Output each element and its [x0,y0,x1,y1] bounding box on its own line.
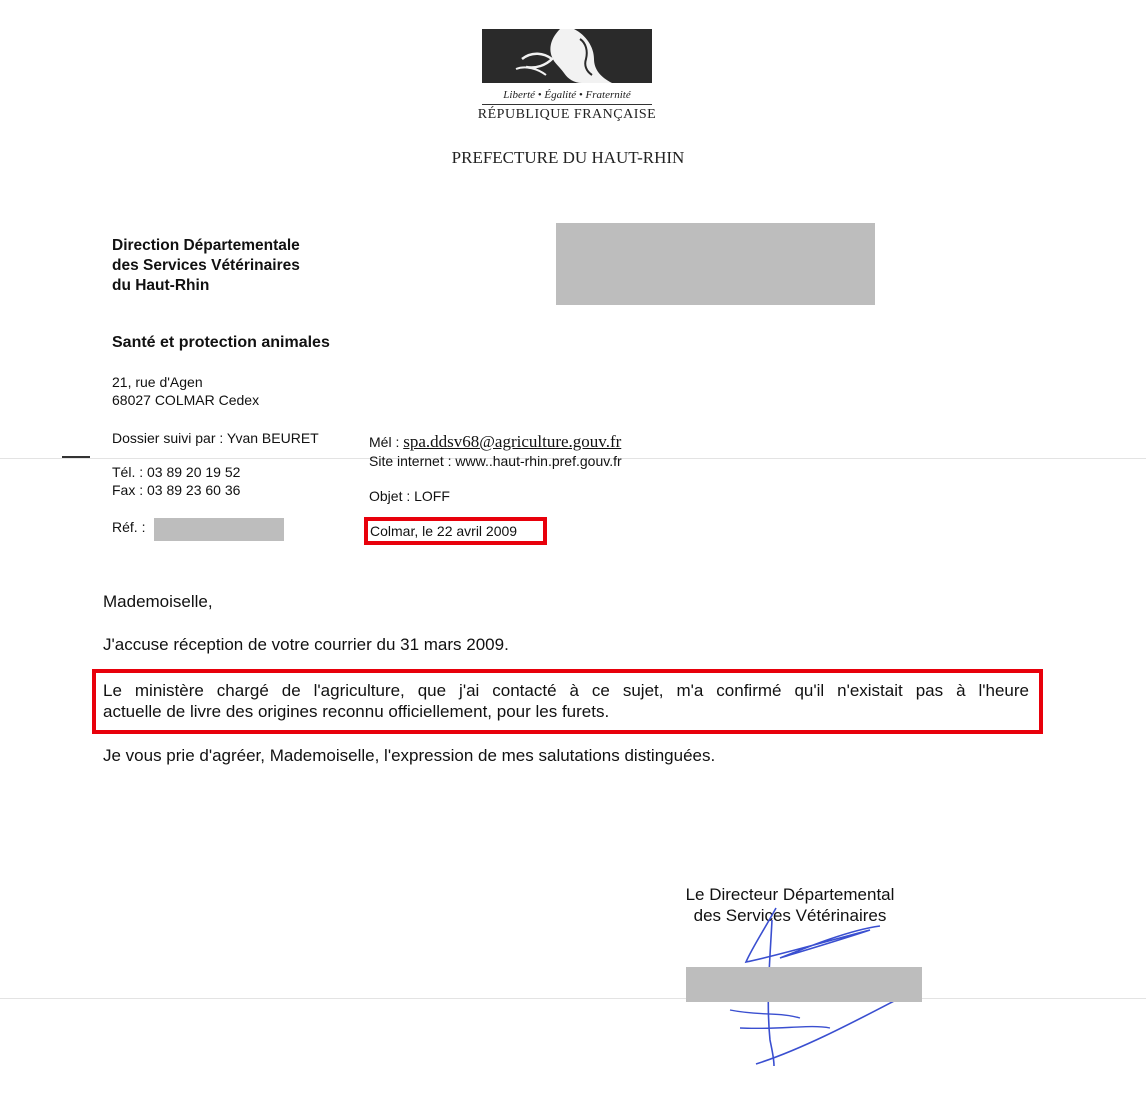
redacted-signatory-name [686,967,922,1002]
fax-number: Fax : 03 89 23 60 36 [112,482,241,498]
marianne-logo [482,29,652,83]
motto-underline [482,104,652,105]
sender-address [112,373,259,409]
address-line: 68027 COLMAR Cedex [112,392,260,408]
mel-label: Mél : [369,434,404,450]
paragraph-line: Le ministère chargé de l'agriculture, que j'ai contacté à ce sujet, m'a confirmé qu'il n'existait pas à l'heure [103,681,1029,700]
paragraph-ministere [103,680,1029,722]
tel-number: Tél. : 03 89 20 19 52 [112,464,241,480]
signatory-line: des Services Vétérinaires [693,906,887,925]
signatory-line: Le Directeur Départemental [685,885,895,904]
objet: Objet : LOFF [369,488,450,504]
closing-formula: Je vous prie d'agréer, Mademoiselle, l'expression de mes salutations distinguées. [103,746,716,765]
sender-phones [112,463,240,499]
sender-service: Santé et protection animales [112,334,330,351]
scan-line [0,998,1146,999]
motto: Liberté • Égalité • Fraternité [503,89,631,101]
sender-direction [112,236,300,296]
paragraph-line: actuelle de livre des origines reconnu officiellement, pour les furets. [103,702,610,721]
address-line: 21, rue d'Agen [112,374,203,390]
site-internet: Site internet : www..haut-rhin.pref.gouv.fr [369,453,622,469]
prefecture-title: PREFECTURE DU HAUT-RHIN [451,148,685,167]
mel-address[interactable]: spa.ddsv68@agriculture.gouv.fr [403,432,622,451]
redacted-recipient-address [556,223,875,305]
paragraph-reception: J'accuse réception de votre courrier du 31 mars 2009. [103,635,509,654]
dossier-suivi: Dossier suivi par : Yvan BEURET [112,430,319,446]
salutation: Mademoiselle, [103,592,213,611]
mel-line [369,432,621,452]
direction-line: des Services Vétérinaires [112,257,300,274]
direction-line: du Haut-Rhin [112,277,210,294]
direction-line: Direction Départementale [112,237,300,254]
republique-francaise: RÉPUBLIQUE FRANÇAISE [477,107,657,122]
scan-mark [62,456,90,458]
redacted-reference [154,518,284,541]
ref-label: Réf. : [112,519,146,535]
letter-date: Colmar, le 22 avril 2009 [370,523,518,539]
